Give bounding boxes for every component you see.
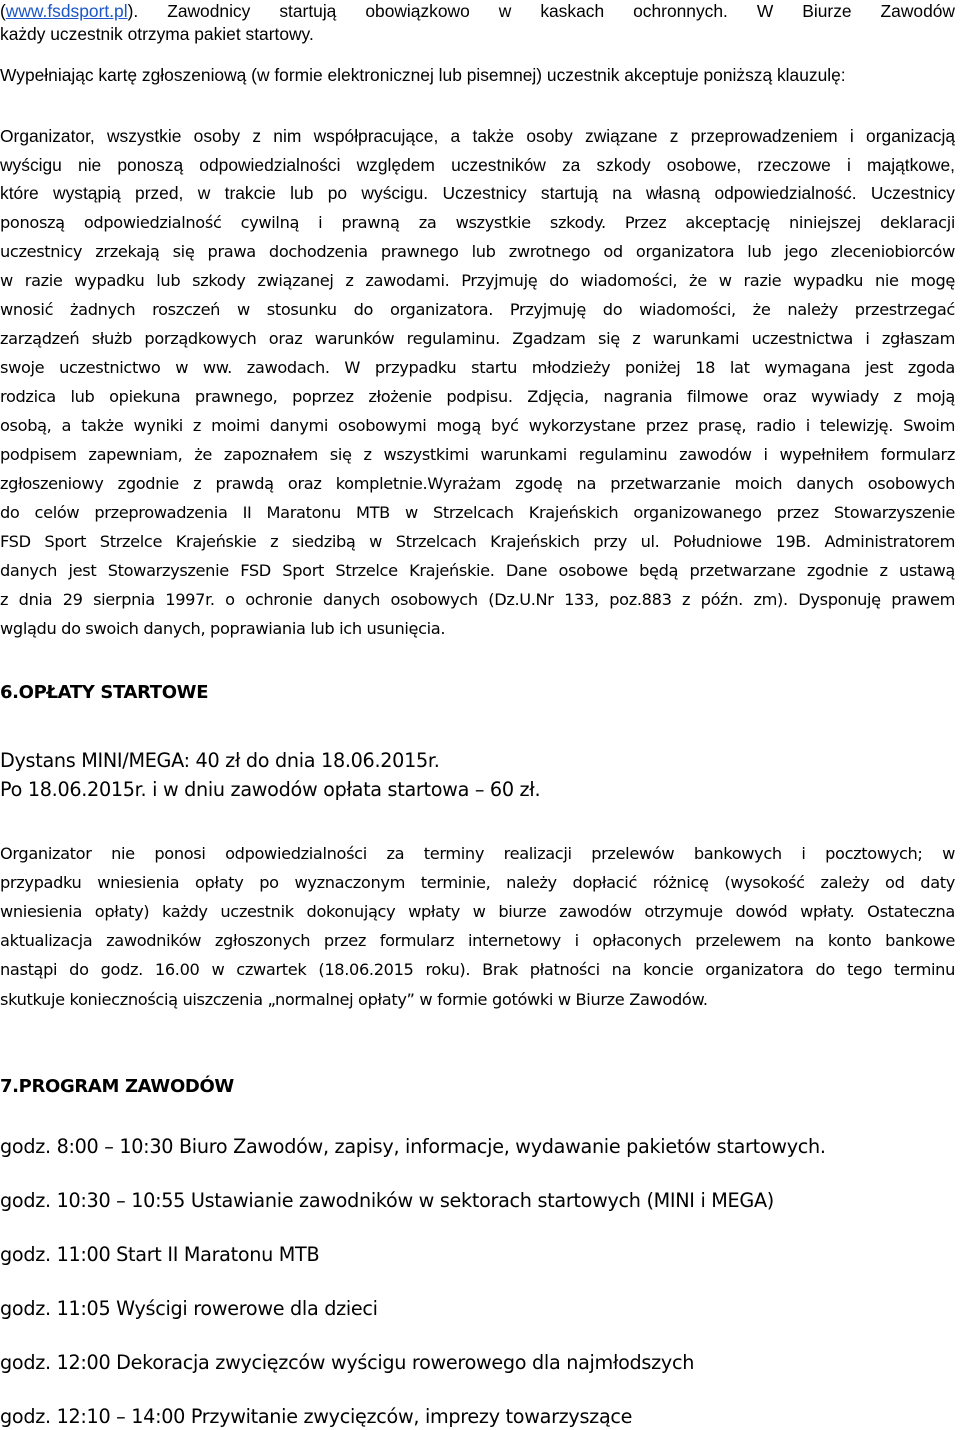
clause-line: swoje uczestnictwo w ww. zawodach. W przypadku startu młodzieży poniżej 18 lat wymagana jest zgoda xyxy=(0,358,955,377)
intro-line-1 xyxy=(0,0,955,22)
program-item: godz. 12:10 – 14:00 Przywitanie zwycięzców, imprezy towarzyszące xyxy=(0,1405,633,1428)
clause-line: rodzica lub opiekuna prawnego, poprzez złożenie podpisu. Zdjęcia, nagrania filmowe oraz wywiady z moją xyxy=(0,387,955,406)
fees-para-line: aktualizacja zawodników zgłoszonych przez formularz internetowy i opłaconych przelewem na konto bankowe xyxy=(0,931,955,950)
intro-text: ). Zawodnicy startują obowiązkowo w kaskach ochronnych. W Biurze Zawodów xyxy=(127,1,955,21)
clause-line: danych jest Stowarzyszenie FSD Sport Strzelce Krajeńskie. Dane osobowe będą przetwarzane zgodnie z ustawą xyxy=(0,561,955,580)
fee-line-1: Dystans MINI/MEGA: 40 zł do dnia 18.06.2015r. xyxy=(0,749,440,772)
clause-line: w razie wypadku lub szkody związanej z zawodami. Przyjmuję do wiadomości, że w razie wypadku nie mogę xyxy=(0,271,955,290)
paren: ( xyxy=(0,1,6,21)
intro-line-2: każdy uczestnik otrzyma pakiet startowy. xyxy=(0,24,314,44)
program-item: godz. 11:05 Wyścigi rowerowe dla dzieci xyxy=(0,1297,378,1320)
website-link[interactable]: www.fsdsport.pl xyxy=(5,1,128,21)
clause-line: FSD Sport Strzelce Krajeńskie z siedzibą w Strzelcach Krajeńskich przy ul. Południowe 19B. Administratorem xyxy=(0,532,955,551)
program-item: godz. 11:00 Start II Maratonu MTB xyxy=(0,1243,320,1266)
fees-para-line: skutkuje koniecznością uiszczenia „normalnej opłaty” w formie gotówki w Biurze Zawodów. xyxy=(0,990,708,1009)
clause-line: wglądu do swoich danych, poprawiania lub ich usunięcia. xyxy=(0,619,446,638)
fees-para-line: Organizator nie ponosi odpowiedzialności za terminy realizacji przelewów bankowych i pocztowych; w xyxy=(0,844,955,863)
section-6-heading: 6.OPŁATY STARTOWE xyxy=(0,682,209,703)
program-item: godz. 10:30 – 10:55 Ustawianie zawodników w sektorach startowych (MINI i MEGA) xyxy=(0,1189,774,1212)
clause-line: zgłoszeniowy zgodnie z prawdą oraz kompletnie.Wyrażam zgodę na przetwarzanie moich danych osobowych xyxy=(0,474,955,493)
clause-line: do celów przeprowadzenia II Maratonu MTB w Strzelcach Krajeńskich organizowanego przez Stowarzyszenie xyxy=(0,503,955,522)
clause-line: wyścigu nie ponoszą odpowiedzialności względem uczestników za szkody osobowe, rzeczowe i majątkowe, xyxy=(0,155,955,175)
clause-line: ponoszą odpowiedzialność cywilną i prawną za wszystkie szkody. Przez akceptację niniejszej deklaracji xyxy=(0,213,955,232)
section-7-heading: 7.PROGRAM ZAWODÓW xyxy=(0,1076,234,1097)
clause-line: Organizator, wszystkie osoby z nim współpracujące, a także osoby związane z przeprowadzeniem i organizacją xyxy=(0,126,955,146)
fees-para-line: nastąpi do godz. 16.00 w czwartek (18.06.2015 roku). Brak płatności na koncie organizatora do tego terminu xyxy=(0,960,955,979)
clause-line: uczestnicy zrzekają się prawa dochodzenia prawnego lub zwrotnego od organizatora lub jego zleceniobiorców xyxy=(0,242,955,261)
clause-line: osobą, a także wyniki z moimi danymi osobowymi mogą być wykorzystane przez prasę, radio i telewizję. Swoim xyxy=(0,416,955,435)
program-item: godz. 8:00 – 10:30 Biuro Zawodów, zapisy, informacje, wydawanie pakietów startowych. xyxy=(0,1135,826,1158)
clause-line: wnosić żadnych roszczeń w stosunku do organizatora. Przyjmuję do wiadomości, że należy przestrzegać xyxy=(0,300,955,319)
intro-line-3: Wypełniając kartę zgłoszeniową (w formie elektronicznej lub pisemnej) uczestnik akceptuje poniższą klauzulę: xyxy=(0,65,846,85)
clause-line: zarządzeń służb porządkowych oraz warunków regulaminu. Zgadzam się z warunkami uczestnictwa i zgłaszam xyxy=(0,329,955,348)
fees-para-line: wniesienia opłaty) każdy uczestnik dokonujący wpłaty w biurze zawodów otrzymuje dowód wpłaty. Ostateczna xyxy=(0,902,955,921)
clause-line: podpisem zapewniam, że zapoznałem się z wszystkimi warunkami regulaminu zawodów i wypełniłem formularz xyxy=(0,445,955,464)
clause-line: z dnia 29 sierpnia 1997r. o ochronie danych osobowych (Dz.U.Nr 133, poz.883 z późn. zm). Dysponuję prawem xyxy=(0,590,955,609)
fee-line-2: Po 18.06.2015r. i w dniu zawodów opłata startowa – 60 zł. xyxy=(0,778,541,801)
clause-line: które wystąpią przed, w trakcie lub po wyścigu. Uczestnicy startują na własną odpowiedzialność. Uczestnicy xyxy=(0,183,955,203)
program-item: godz. 12:00 Dekoracja zwycięzców wyścigu rowerowego dla najmłodszych xyxy=(0,1351,695,1374)
fees-para-line: przypadku wniesienia opłaty po wyznaczonym terminie, należy dopłacić różnicę (wysokość zależy od daty xyxy=(0,873,955,892)
